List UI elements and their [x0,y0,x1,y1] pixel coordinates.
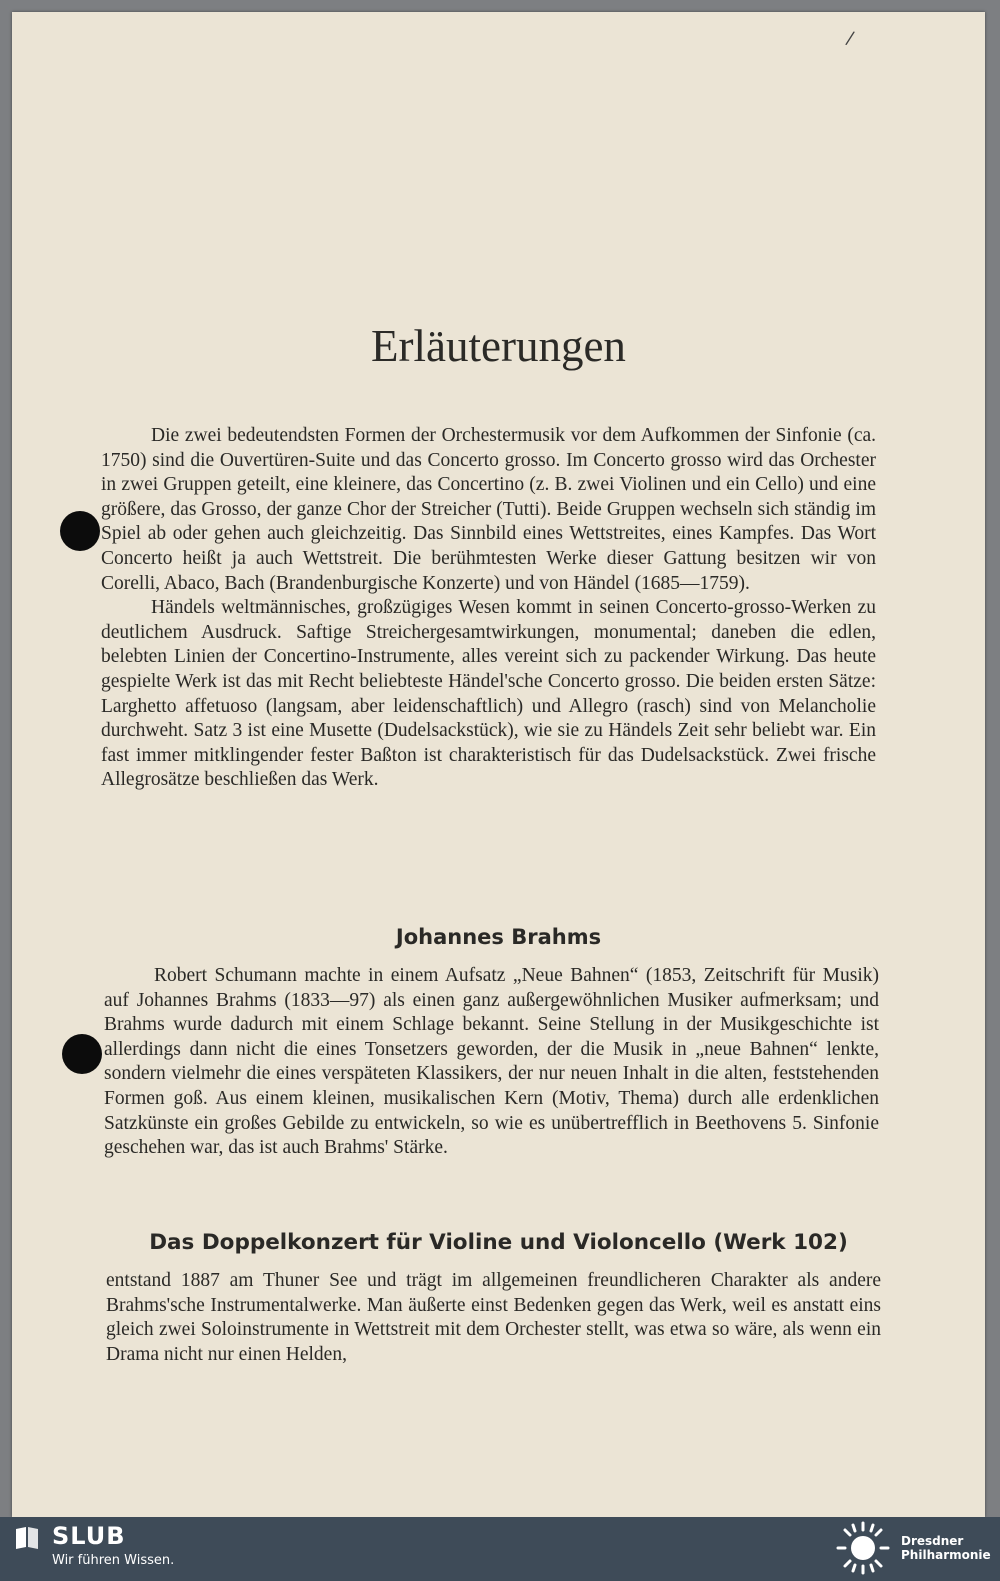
section-heading-double-concerto: Das Doppelkonzert für Violine und Violoncello (Werk 102) [149,1230,848,1255]
page-title: Erläuterungen [371,321,626,371]
punch-hole-bottom [62,1034,102,1074]
library-claim: Wir führen Wissen. [52,1553,175,1568]
partner-name-line-2: Philharmonie [901,1548,991,1562]
pencil-mark: / [844,27,856,50]
intro-paragraph-concerto-grosso: Die zwei bedeutendsten Formen der Orchestermusik vor dem Aufkommen der Sinfonie (ca. 1750) sind die Ouvertüren-Suite und das Concerto grosso. Im Concerto grosso wird das Orchester in zwei Gruppen geteilt, eine kleinere, das Concertino (z. B. zwei Violinen und ein Cello) und eine größere, das Grosso, der ganze Chor der Streicher (Tutti). Beide Gruppen wechseln sich ständig im Spiel ab oder gehen auch gleichzeitig. Das Sinnbild eines Wettstreites, eines Kampfes. Das Wort Concerto heißt ja auch Wettstreit. Die berühmtesten Werke dieser Gattung besitzen wir von Corelli, Abaco, Bach (Brandenburgische Konzerte) und von Händel (1685—1759). [101,425,876,594]
brahms-text [104,964,879,1161]
brahms-paragraph: Robert Schumann machte in einem Aufsatz „Neue Bahnen“ (1853, Zeitschrift für Musik) auf Johannes Brahms (1833—97) als einen ganz außergewöhnlichen Musiker aufmerksam; und Brahms wurde dadurch mit einem Schlage bekannt. Seine Stellung in der Musikgeschichte ist allerdings dann nicht die eines Tonsetzers geworden, der die Musik in „neue Bahnen“ lenkte, sondern vielmehr die eines verspäteten Klassikers, der nur neuen Inhalt in die alten, feststehenden Formen goß. Aus einem kleinen, musikalischen Kern (Motiv, Thema) durch alle erdenklichen Satzkünste ein großes Gebilde zu entwickeln, so wie es unübertrefflich in Beethovens 5. Sinfonie geschehen war, das ist auch Brahms' Stärke. [104,965,879,1159]
footer-bar [0,1517,1000,1581]
intro-text [101,424,876,793]
philharmonie-sun-icon [836,1521,890,1575]
slub-book-icon [14,1524,40,1550]
section-heading-brahms: Johannes Brahms [395,925,602,949]
partner-name-line-1: Dresdner [901,1534,964,1548]
document-page [12,12,985,1517]
library-name: SLUB [52,1522,126,1550]
double-concerto-text [106,1269,881,1367]
partner-name [901,1534,991,1562]
double-concerto-paragraph: entstand 1887 am Thuner See und trägt im allgemeinen freundlicheren Charakter als andere Brahms'sche Instrumentalwerke. Man äußerte einst Bedenken gegen das Werk, weil es anstatt eins gleich zwei Soloinstrumente in Wettstreit mit dem Orchester stellt, was etwa so wäre, als wenn ein Drama nicht nur einen Helden, [106,1270,881,1365]
punch-hole-top [60,511,100,551]
intro-paragraph-haendel: Händels weltmännisches, großzügiges Wesen kommt in seinen Concerto-grosso-Werken zu deutlichem Ausdruck. Saftige Streichergesamtwirkungen, monumental; daneben die edlen, belebten Linien der Concertino-Instrumente, alles vereint sich zu packender Wirkung. Das heute gespielte Werk ist das mit Recht beliebteste Händel'sche Concerto grosso. Die beiden ersten Sätze: Larghetto affetuoso (langsam, aber leidenschaftlich) und Allegro (rasch) sind von Melancholie durchweht. Satz 3 ist eine Musette (Dudelsackstück), wie sie zu Händels Zeit sehr beliebt war. Ein fast immer mitklingender fester Baßton ist charakteristisch für das Dudelsackstück. Zwei frische Allegrosätze beschließen das Werk. [101,597,876,791]
